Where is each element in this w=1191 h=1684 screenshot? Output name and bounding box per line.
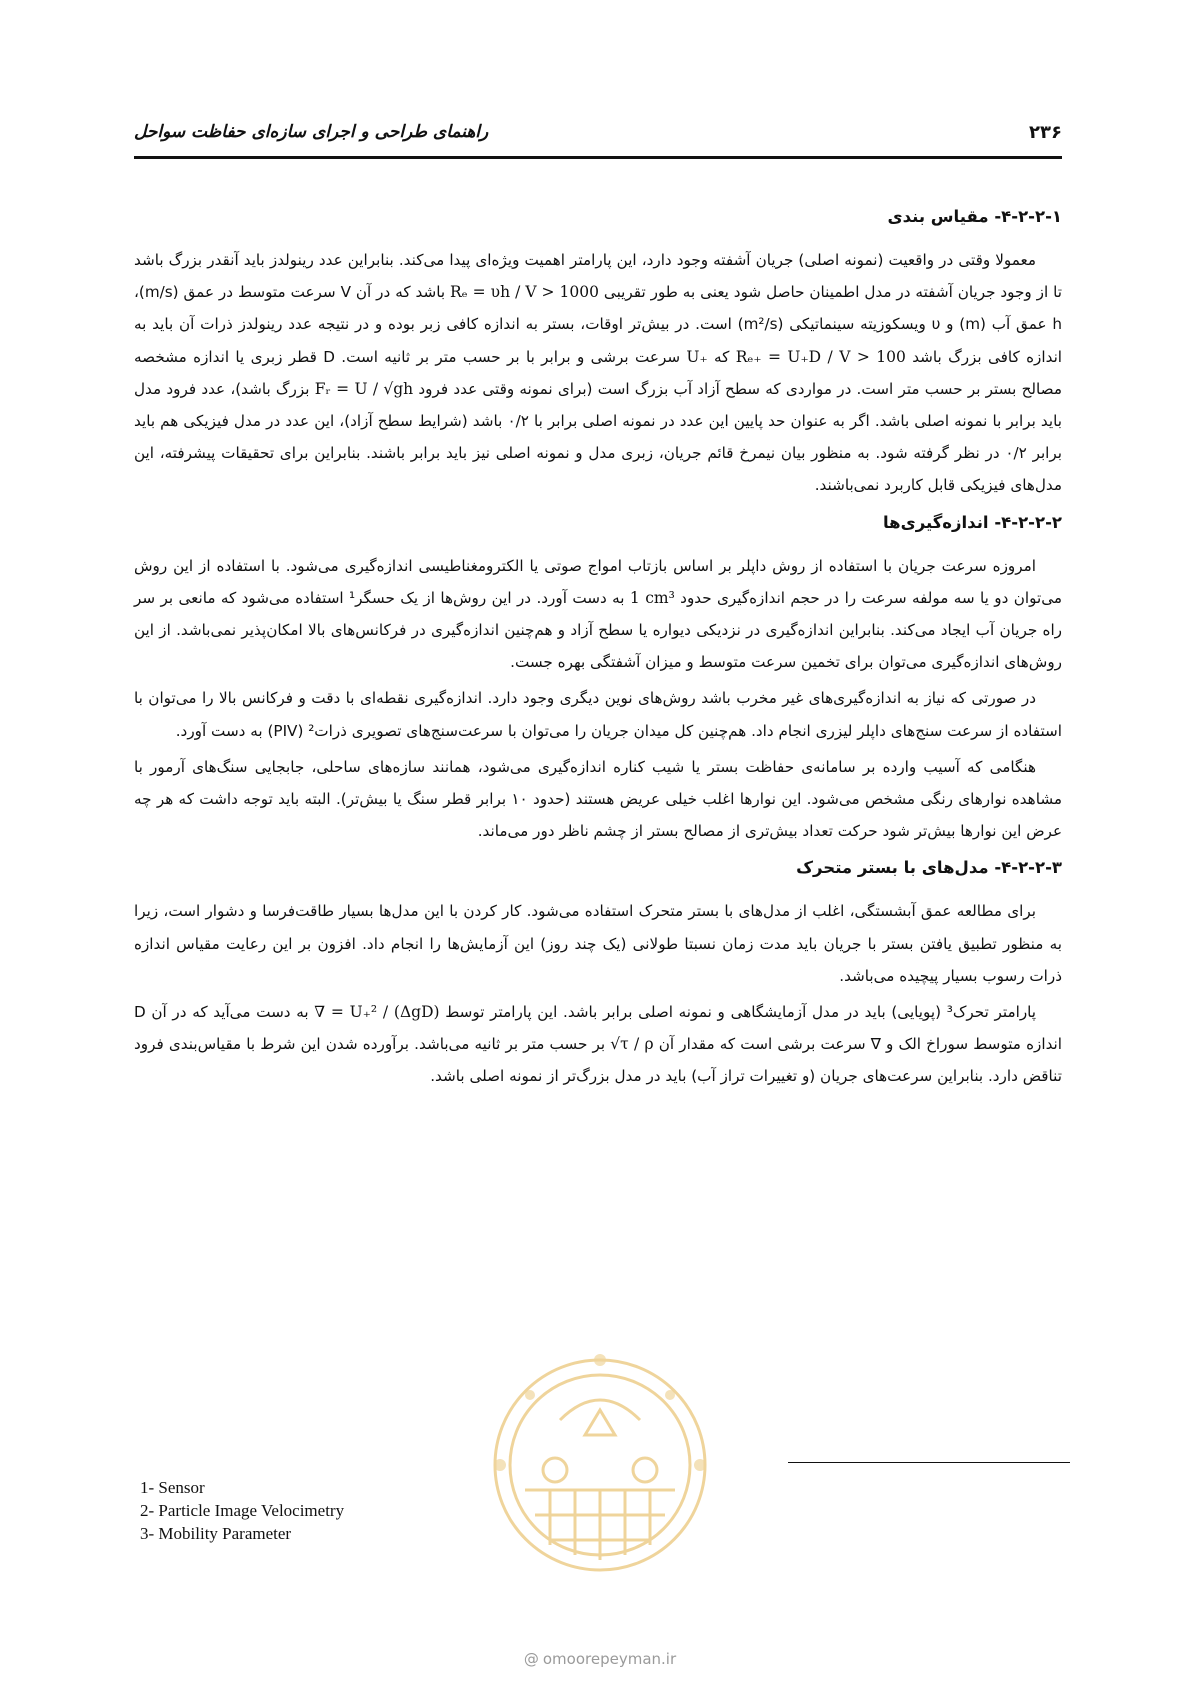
watermark-seal-icon <box>480 1340 720 1610</box>
page-header <box>134 120 1062 159</box>
footnote-item: 2- Particle Image Velocimetry <box>140 1501 345 1520</box>
paragraph <box>134 550 1062 679</box>
watermark-url: omoorepeyman.ir <box>542 1650 677 1668</box>
book-title: راهنمای طراحی و اجرای سازه‌ای حفاظت سواحل <box>134 122 489 142</box>
text-run: معمولا وقتی در واقعیت (نمونه اصلی) جریان آشفته وجود دارد، این پارامتر اهمیت ویژه‌ای پیدا می‌کند. بنابراین عدد رینولدز باید آنقدر بزرگ باشد تا از وجود جریان آشفته در مدل اطمینان حاصل شود یعنی به طور تقریبی <box>134 251 1062 302</box>
text-run: پارامتر تحرک³ (پویایی) باید در مدل آزمایشگاهی و نمونه اصلی برابر باشد. این پارامتر توسط <box>439 1003 1037 1022</box>
math-formula: Rₑ = υh / V > 1000 <box>449 283 600 302</box>
text-run: هنگامی که آسیب وارده بر سامانه‌ی حفاظت بستر یا شیب کناره اندازه‌گیری می‌شود، همانند سازه‌های ساحلی، جابجایی سنگ‌های آرمور با مشاهده نوارهای رنگی مشخص می‌شود. این نوارها اغلب خیلی عریض هستند (حدود ۱۰ برابر قطر سنگ یا بیش‌تر). البته باید توجه داشت که هر چه عرض این نوارها بیش‌تر شود حرکت تعداد بیش‌تری از مصالح بستر از چشم ناظر دور می‌ماند. <box>134 757 1062 841</box>
math-formula: Rₑ₊ = U₊D / V > 100 <box>735 347 906 366</box>
paragraph <box>134 996 1062 1093</box>
at-icon: @ <box>523 1650 539 1668</box>
text-run: بر حسب متر بر ثانیه می‌باشد. برآورده شدن این شرط با مقیاس‌بندی فرود تناقض دارد. بنابراین سرعت‌های جریان (و تغییرات تراز آب) باید در مدل بزرگ‌تر از نمونه اصلی باشد. <box>134 1035 1062 1086</box>
section-heading: ۴-۲-۲-۲- اندازه‌گیری‌ها <box>882 512 1062 532</box>
text-run: که <box>707 347 736 366</box>
footnote-item: 3- Mobility Parameter <box>140 1524 292 1543</box>
text-run: باشد که در آن V سرعت متوسط در عمق (m/s)، h عمق آب (m) و υ ویسکوزیته سینماتیکی (m²/s) است. در بیش‌تر اوقات، بستر به اندازه کافی زبر بوده و در نتیجه عدد رینولدز ذرات آن باید به اندازه کافی بزرگ باشد <box>134 283 1063 366</box>
section-heading: ۴-۲-۲-۳- مدل‌های با بستر متحرک <box>796 858 1062 878</box>
paragraph <box>134 682 1062 746</box>
math-formula: Fᵣ = U / √gh <box>314 379 414 398</box>
math-formula: 1 cm³ <box>629 588 675 607</box>
page-body <box>134 196 1062 1097</box>
watermark-website <box>470 1650 730 1668</box>
text-run: امروزه سرعت جریان با استفاده از روش داپلر بر اساس بازتاب امواج صوتی یا الکترومغناطیسی اندازه‌گیری می‌شود. با استفاده از این روش می‌توان دو یا سه مولفه سرعت را در حجم اندازه‌گیری حدود <box>134 556 1062 607</box>
footnote-item: 1- Sensor <box>140 1478 205 1497</box>
text-run: به دست می‌آید که در آن D اندازه متوسط سوراخ الک و ∇ سرعت برشی است که مقدار آن <box>134 1003 1062 1054</box>
text-run: برای مطالعه عمق آبشستگی، اغلب از مدل‌های با بستر متحرک استفاده می‌شود. کار کردن با این مدل‌ها بسیار طاقت‌فرسا و دشوار است، زیرا به منظور تطبیق یافتن بستر با جریان باید مدت زمان نسبتا طولانی (یک چند روز) این آزمایش‌ها را انجام داد. افزون بر این رعایت مقیاس اندازه ذرات رسوب بسیار پیچیده می‌باشد. <box>134 902 1062 985</box>
text-run: به دست آورد. در این روش‌ها از یک حسگر¹ استفاده می‌شود که مانعی بر سر راه جریان آب ایجاد می‌کند. بنابراین اندازه‌گیری در نزدیکی دیواره یا سطح آزاد و هم‌چنین اندازه‌گیری در فرکانس‌های بالا امکان‌پذیر نمی‌باشد. از این روش‌های اندازه‌گیری می‌توان برای تخمین سرعت متوسط و میزان آشفتگی بهره جست. <box>134 588 1062 672</box>
text-run: در صورتی که نیاز به اندازه‌گیری‌های غیر مخرب باشد روش‌های نوین دیگری وجود دارد. اندازه‌گیری نقطه‌ای با دقت و فرکانس بالا را می‌توان با استفاده از سرعت سنج‌های داپلر لیزری انجام داد. هم‌چنین کل میدان جریان را می‌توان با سرعت‌سنج‌های تصویری ذرات² (PIV) به دست آورد. <box>134 689 1062 740</box>
footnote-divider <box>788 1462 1070 1463</box>
page-number: ۲۳۶ <box>1029 122 1062 143</box>
paragraph <box>134 244 1062 502</box>
math-formula: U₊ <box>686 347 708 366</box>
paragraph <box>134 895 1062 992</box>
text-run: سرعت برشی و برابر با بر حسب متر بر ثانیه است. D قطر زبری یا اندازه مشخصه مصالح بستر بر حسب متر است. در مواردی که سطح آزاد آب بزرگ است (برای نمونه وقتی عدد فرود <box>134 347 1062 398</box>
text-run: بزرگ باشد)، عدد فرود مدل باید برابر با نمونه اصلی باشد. اگر به عنوان حد پایین این عدد در نمونه اصلی برابر با ۰/۲ باشد (شرایط سطح آزاد)، این عدد در مدل فیزیکی هم باید برابر ۰/۲ در نظر گرفته شود. به منظور بیان نیمرخ قائم جریان، زبری مدل و نمونه اصلی نیز باید برابر باشند. بنابراین برای تحقیقات پیشرفته، این مدل‌های فیزیکی قابل کاربرد نمی‌باشند. <box>134 379 1063 495</box>
section-heading: ۴-۲-۲-۱- مقیاس بندی <box>887 207 1062 226</box>
math-formula: √τ / ρ <box>610 1035 654 1054</box>
math-formula: ∇ = U₊² / (ΔgD) <box>314 1003 440 1022</box>
paragraph <box>134 751 1062 848</box>
